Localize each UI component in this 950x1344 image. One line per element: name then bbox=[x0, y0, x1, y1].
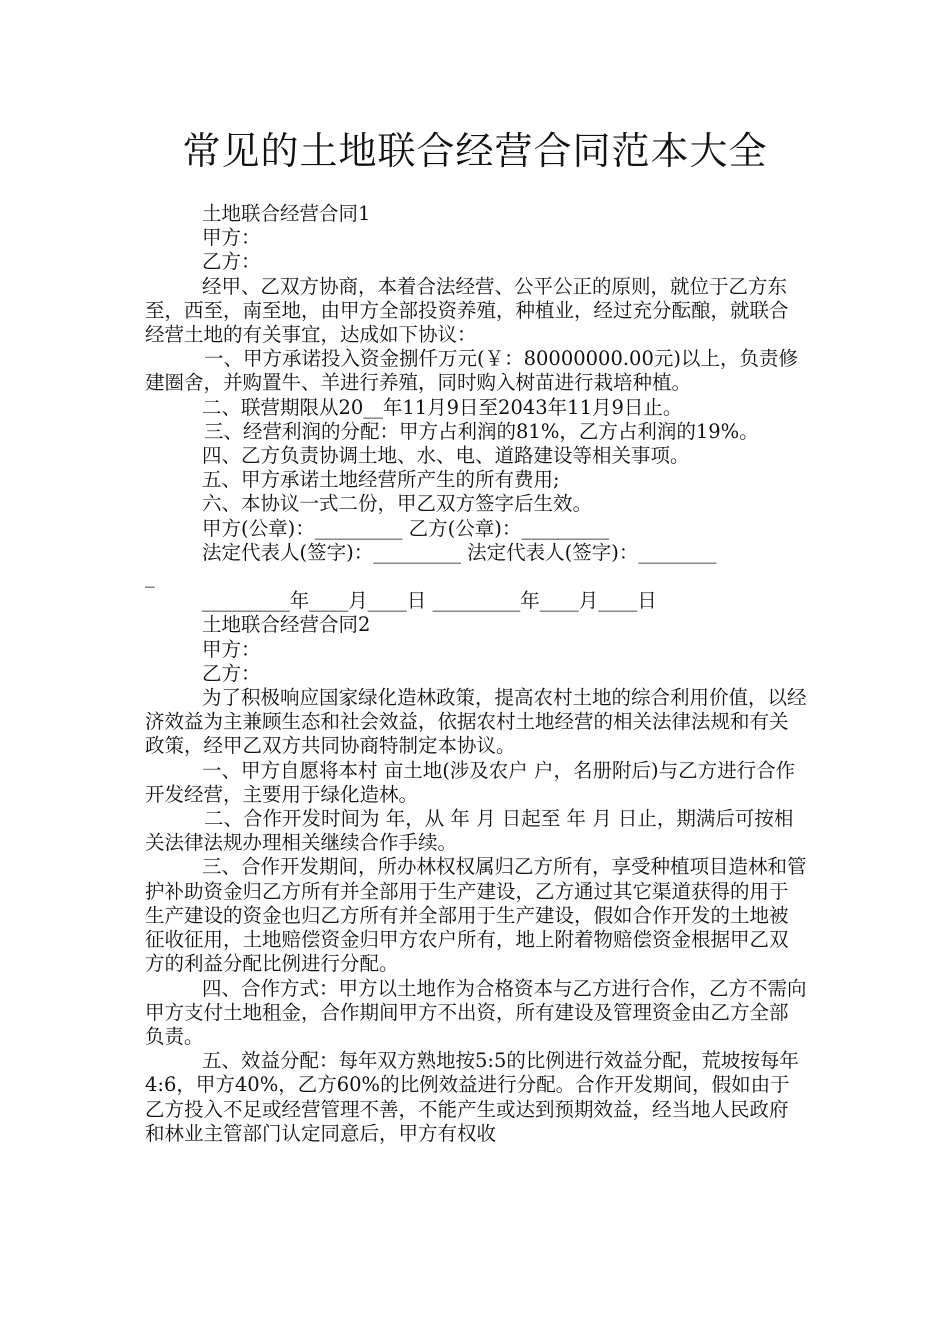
contract2-party-b: 乙方： bbox=[202, 661, 261, 685]
contract1-clause-2: 二、联营期限从20__年11月9日至2043年11月9日止。 bbox=[202, 395, 683, 419]
contract1-clause-3: 三、经营利润的分配：甲方占利润的81%，乙方占利润的19%。 bbox=[204, 419, 759, 443]
contract1-clause-5: 五、甲方承诺土地经营所产生的所有费用; bbox=[202, 468, 560, 492]
document-body bbox=[145, 202, 807, 1146]
contract2-clause-3: 三、合作开发期间，所办林权权属归乙方所有，享受种植项目造林和管护补助资金归乙方所有并全部用于生产建设，乙方通过其它渠道获得的用于生产建设的资金也归乙方所有并全部用于生产建设，假如合作开发的土地被征收征用，土地赔偿资金归甲方农户所有，地上附着物赔偿资金根据甲乙双方的利益分配比例进行分配。 bbox=[145, 855, 807, 976]
contract1-heading: 土地联合经营合同1 bbox=[202, 202, 371, 225]
document-title: 常见的土地联合经营合同范本大全 bbox=[182, 129, 768, 173]
contract2-clause-5: 五、效益分配：每年双方熟地按5:5的比例进行效益分配，荒坡按每年4:6，甲方40%，乙方60%的比例效益进行分配。合作开发期间，假如由于乙方投入不足或经营管理不善，不能产生或达到预期效益，经当地人民政府和林业主管部门认定同意后，甲方有权收 bbox=[145, 1049, 799, 1145]
contract1-representative-line: 法定代表人(签字)：_________ 法定代表人(签字)：________ bbox=[202, 540, 717, 564]
contract2-clause-1: 一、甲方自愿将本村 亩土地(涉及农户 户，名册附后)与乙方进行合作开发经营，主要用于绿化造林。 bbox=[145, 758, 796, 806]
contract2-intro: 为了积极响应国家绿化造林政策，提高农村土地的综合利用价值，以经济效益为主兼顾生态和社会效益，依据农村土地经营的相关法律法规和有关政策，经甲乙双方共同协商特制定本协议。 bbox=[145, 686, 807, 758]
contract1-seal-line: 甲方(公章)：_________ 乙方(公章)：_________ bbox=[202, 516, 610, 540]
contract2-clause-4: 四、合作方式：甲方以土地作为合格资本与乙方进行合作，乙方不需向甲方支付土地租金，合作期间甲方不出资，所有建设及管理资金由乙方全部负责。 bbox=[145, 976, 807, 1048]
contract1-party-a: 甲方： bbox=[202, 226, 261, 250]
contract2-party-a: 甲方： bbox=[202, 637, 261, 661]
contract1-representative-line-tail: _ bbox=[145, 565, 155, 589]
contract1-clause-6: 六、本协议一式二份，甲乙双方签字后生效。 bbox=[202, 492, 593, 516]
contract2-clause-2: 二、合作开发时间为 年，从 年 月 日起至 年 月 日止，期满后可按相关法律法规办理相关继续合作手续。 bbox=[145, 807, 794, 855]
contract1-intro: 经甲、乙双方协商，本着合法经营、公平公正的原则，就位于乙方东至，西至，南至地，由甲方全部投资养殖，种植业，经过充分酝酿，就联合经营土地的有关事宜，达成如下协议： bbox=[145, 274, 789, 347]
contract2-heading: 土地联合经营合同2 bbox=[202, 613, 371, 637]
contract1-party-b: 乙方： bbox=[202, 250, 261, 274]
contract1-date-line: _________年____月____日 _________年____月____日 bbox=[202, 589, 657, 613]
contract1-clause-4: 四、乙方负责协调土地、水、电、道路建设等相关事项。 bbox=[202, 444, 690, 468]
contract1-clause-1: 一、甲方承诺投入资金捌仟万元(￥：80000000.00元)以上，负责修建圈舍，并购置牛、羊进行养殖，同时购入树苗进行栽培种植。 bbox=[145, 347, 798, 395]
